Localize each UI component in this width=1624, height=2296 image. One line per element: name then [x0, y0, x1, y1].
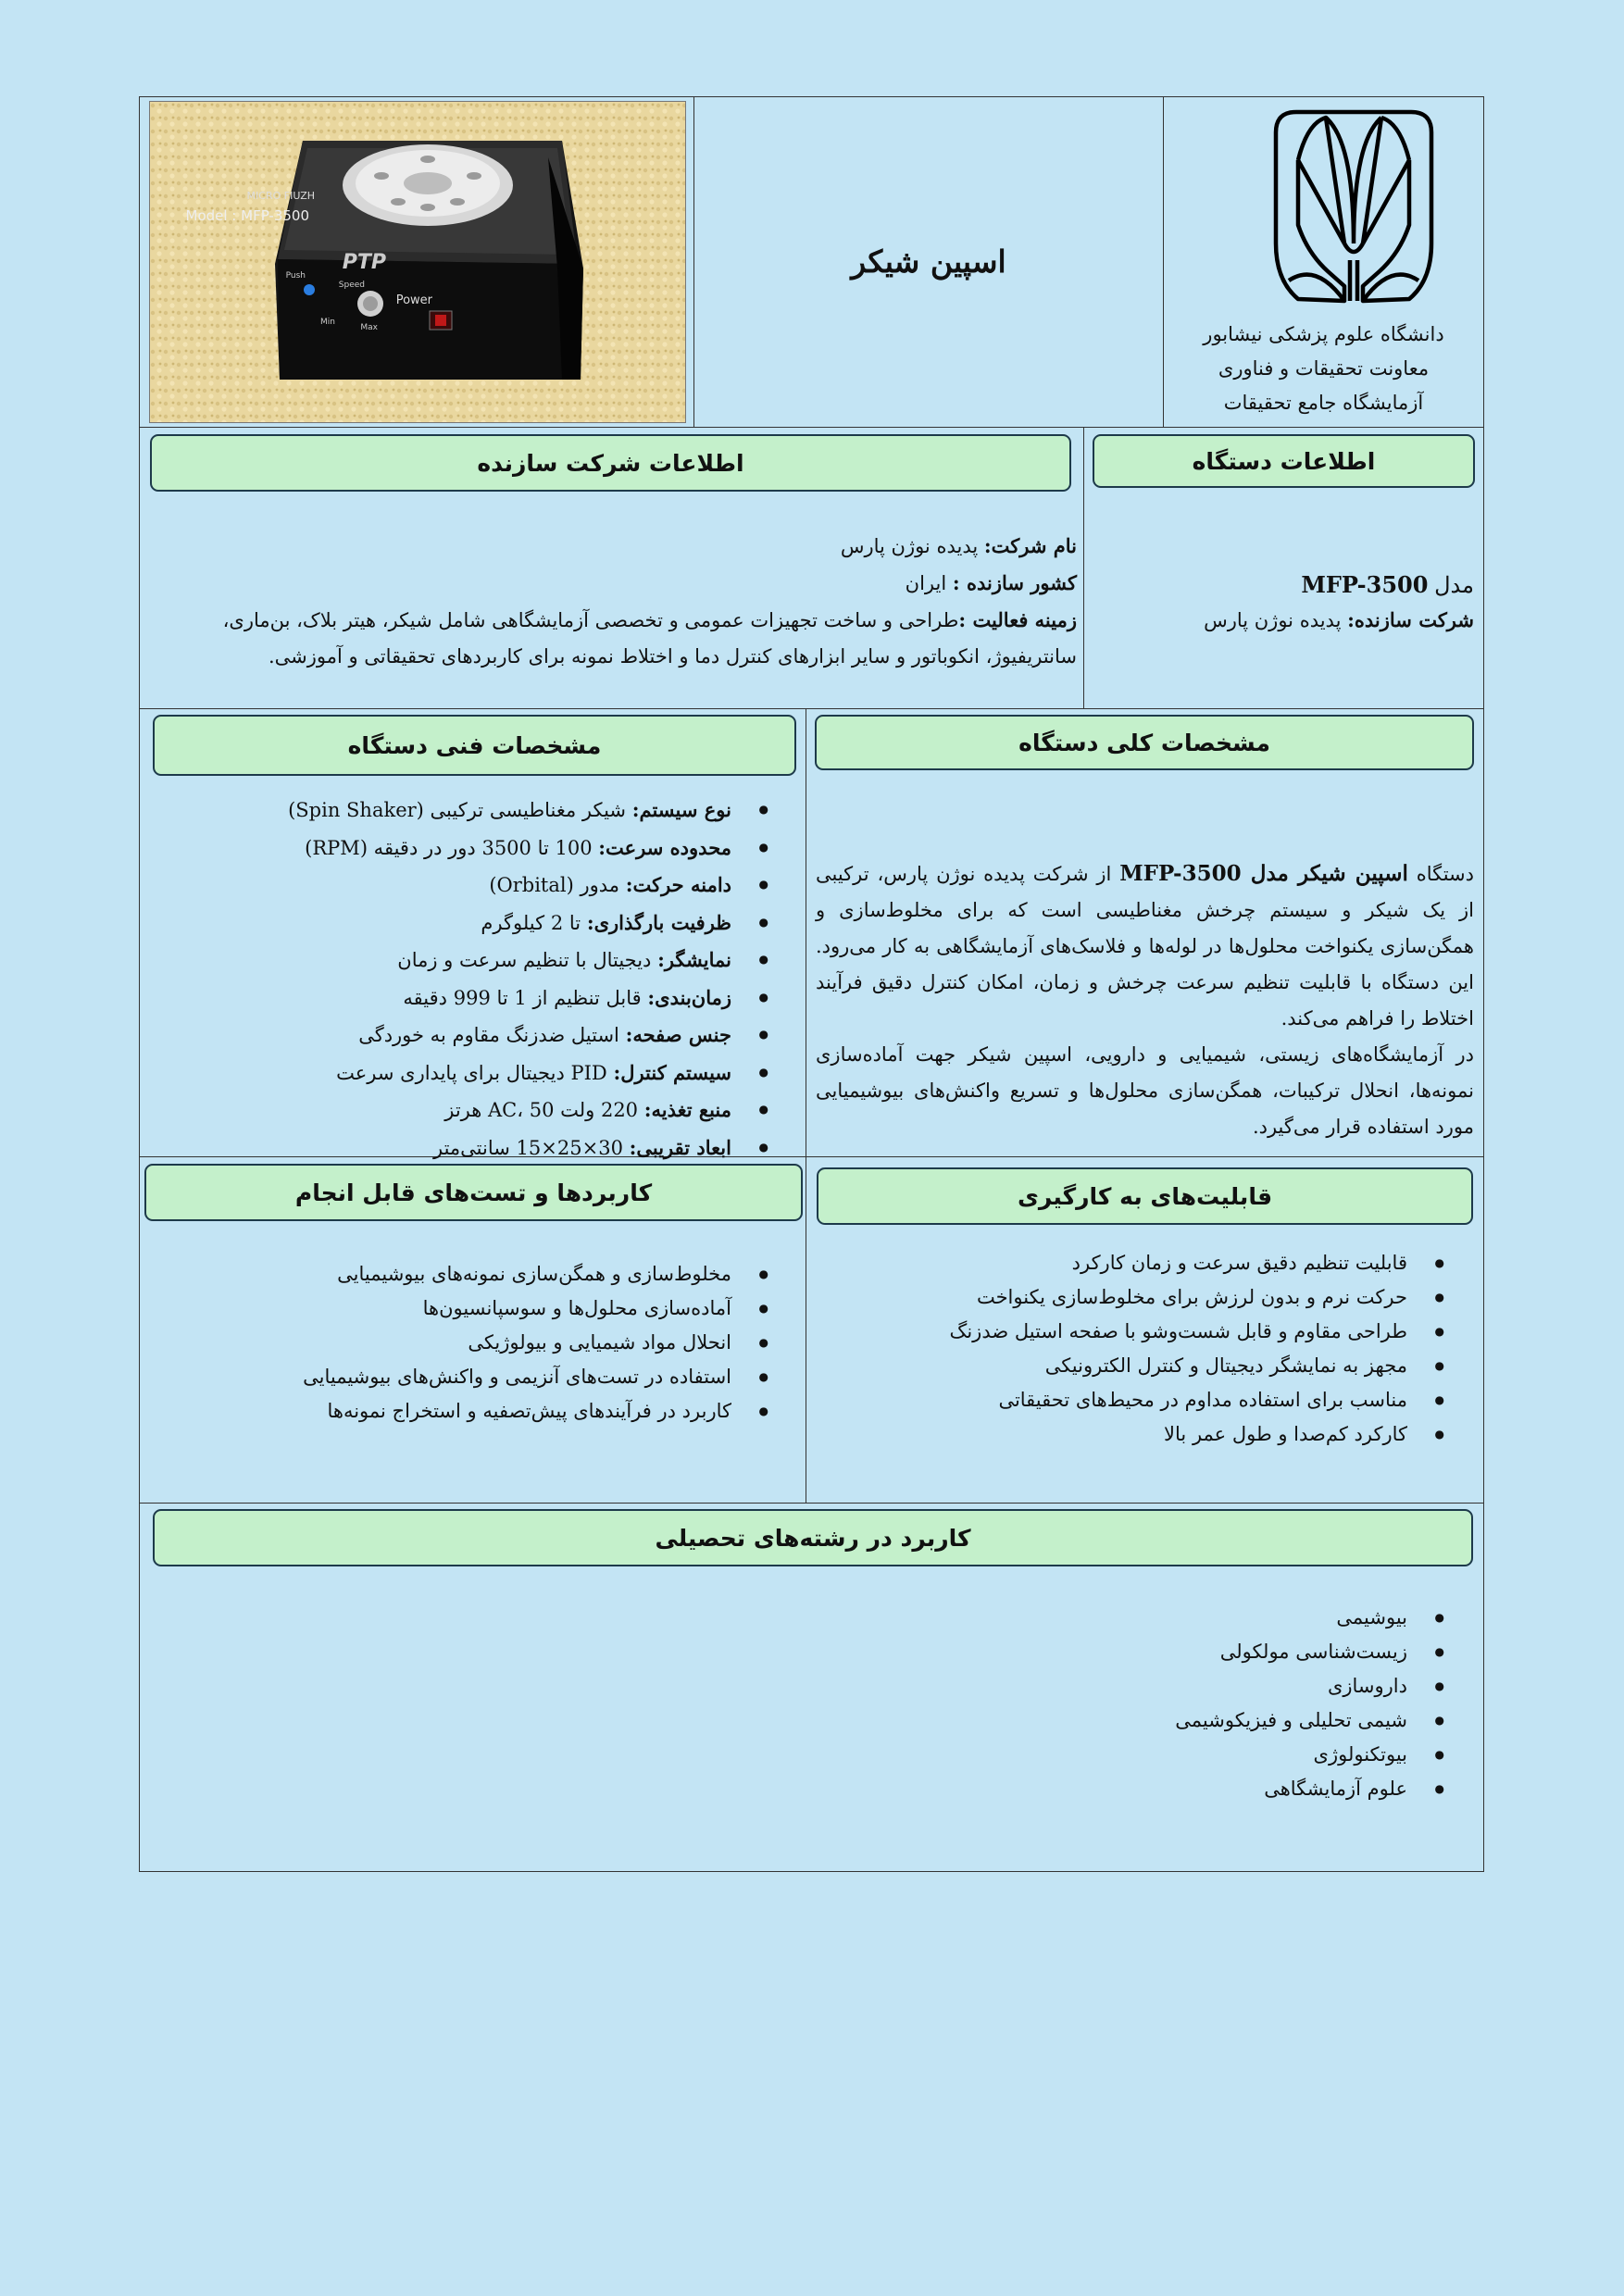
tech-spec-label: محدوده سرعت:	[598, 835, 731, 859]
capability-item: ● حرکت نرم و بدون لرزش برای مخلوط‌سازی یکنواخت	[950, 1280, 1461, 1315]
tech-spec-label: جنس صفحه:	[625, 1023, 731, 1046]
device-min-label: Min	[320, 318, 335, 327]
tech-specs-list	[288, 792, 785, 1167]
field-item: ● بیوشیمی	[1175, 1601, 1461, 1635]
deputy-name: معاونت تحقیقات و فناوری	[1218, 357, 1430, 380]
field-item: ● زیست‌شناسی مولکولی	[1175, 1635, 1461, 1669]
device-power-label: Power	[395, 293, 432, 307]
company-field-label: زمینه فعالیت :	[958, 608, 1077, 631]
applications-list	[303, 1257, 785, 1429]
device-maker-line	[1204, 602, 1474, 639]
general-specs-text	[816, 855, 1474, 1145]
tech-spec-item	[288, 830, 785, 867]
company-info-text	[153, 528, 1077, 675]
tech-spec-label: نوع سیستم:	[631, 798, 731, 821]
application-item: ● مخلوط‌سازی و همگن‌سازی نمونه‌های بیوشیمیایی	[303, 1257, 785, 1292]
general-p1-model: اسپین شیکر مدل MFP-3500	[1119, 861, 1408, 886]
company-country-label: کشور سازنده :	[952, 571, 1077, 594]
usage-row	[140, 1157, 1483, 1504]
tech-spec-value: تا 2 کیلوگرم	[481, 911, 581, 934]
company-name-value: پدیده نوژن پارس	[840, 535, 979, 557]
fields-row	[140, 1504, 1483, 1873]
university-block	[1163, 97, 1483, 427]
device-photo	[149, 101, 686, 423]
photo-block	[140, 97, 695, 427]
capabilities-list	[950, 1246, 1461, 1452]
general-p1-rest: از شرکت پدیده نوژن پارس، ترکیبی از یک شیکر و سیستم چرخش مغناطیسی است که برای مخلوط‌سازی و همگن‌سازی یکنواخت محلول‌ها در لوله‌ها و فلاسک‌های آزمایشگاهی به کار می‌رود. این دستگاه با قابلیت تنظیم سرعت چرخش و زمان، امکان کنترل دقیق فرآیند اختلاط را فراهم می‌کند.	[816, 863, 1474, 1029]
applications-block	[140, 1157, 807, 1503]
university-logo-icon	[1270, 105, 1437, 316]
fields-list	[1175, 1601, 1461, 1806]
model-label: مدل	[1434, 572, 1474, 598]
tech-spec-item	[288, 1092, 785, 1129]
company-info-heading: اطلاعات شرکت سازنده	[150, 434, 1071, 492]
tech-spec-value: قابل تنظیم از 1 تا 999 دقیقه	[403, 986, 642, 1009]
tech-spec-item	[288, 980, 785, 1017]
tech-spec-label: دامنه حرکت:	[625, 873, 731, 896]
company-field-value: طراحی و ساخت تجهیزات عمومی و تخصصی آزمایشگاهی شامل شیکر، هیتر بلاک، بن‌ماری، سانتریفیوژ، انکوباتور و سایر ابزارهای کنترل دما و اختلاط نمونه برای کاربردهای تحقیقاتی و آموزشی.	[222, 609, 1077, 668]
tech-spec-item	[288, 1054, 785, 1092]
tech-spec-value: PID دیجیتال برای پایداری سرعت	[336, 1061, 607, 1084]
maker-value: پدیده نوژن پارس	[1204, 609, 1342, 631]
tech-spec-label: ظرفیت بارگذاری:	[586, 910, 731, 934]
tech-specs-heading: مشخصات فنی دستگاه	[153, 715, 796, 776]
lab-name: آزمایشگاه جامع تحقیقات	[1223, 392, 1424, 414]
tech-spec-label: سیستم کنترل:	[613, 1060, 731, 1084]
tech-spec-value: شیکر مغناطیسی ترکیبی (Spin Shaker)	[288, 799, 627, 821]
field-item: ● علوم آزمایشگاهی	[1175, 1772, 1461, 1806]
tech-spec-value: مدور (Orbital)	[489, 874, 620, 896]
general-specs-heading: مشخصات کلی دستگاه	[815, 715, 1474, 770]
tech-spec-label: منبع تغذیه:	[643, 1098, 731, 1121]
capability-item: ● طراحی مقاوم و قابل شست‌وشو با صفحه استیل ضدزنگ	[950, 1315, 1461, 1349]
device-push-label: Push	[285, 271, 306, 281]
tech-spec-value: 220 ولت AC، 50 هرتز	[444, 1099, 639, 1121]
general-p2: در آزمایشگاه‌های زیستی، شیمیایی و دارویی، اسپین شیکر جهت آماده‌سازی نمونه‌ها، انحلال ترکیبات، همگن‌سازی محلول‌ها و تسریع واکنش‌های بیوشیمیایی مورد استفاده قرار می‌گیرد.	[816, 1043, 1474, 1138]
company-info-block	[140, 428, 1085, 708]
capabilities-heading: قابلیت‌های به کارگیری	[817, 1167, 1473, 1225]
title-block	[693, 97, 1163, 427]
general-specs-block	[806, 709, 1483, 1156]
tech-spec-value: 100 تا 3500 دور در دقیقه (RPM)	[305, 836, 593, 859]
page-title: اسپین شیکر	[851, 243, 1006, 280]
application-item: ● کاربرد در فرآیندهای پیش‌تصفیه و استخراج نمونه‌ها	[303, 1394, 785, 1429]
application-item: ● استفاده در تست‌های آنزیمی و واکنش‌های بیوشیمیایی	[303, 1360, 785, 1394]
device-info-block	[1083, 428, 1483, 708]
model-value: MFP-3500	[1301, 571, 1429, 598]
company-name-label: نام شرکت:	[983, 534, 1077, 557]
capability-item: ● مجهز به نمایشگر دیجیتال و کنترل الکترونیکی	[950, 1349, 1461, 1383]
fields-heading: کاربرد در رشته‌های تحصیلی	[153, 1509, 1473, 1566]
company-country-value: ایران	[905, 572, 947, 594]
capability-item: ● مناسب برای استفاده مداوم در محیط‌های تحقیقاتی	[950, 1383, 1461, 1417]
tech-spec-item	[288, 1017, 785, 1054]
capabilities-block	[806, 1157, 1483, 1503]
capability-item: ● قابلیت تنظیم دقیق سرعت و زمان کارکرد	[950, 1246, 1461, 1280]
device-max-label: Max	[360, 323, 378, 332]
svg-text:PTP: PTP	[342, 251, 386, 274]
device-info-heading: اطلاعات دستگاه	[1093, 434, 1475, 488]
tech-spec-value: 30×25×15 سانتی‌متر	[432, 1136, 623, 1159]
device-brand-text: MICRO FIUZH	[246, 190, 315, 202]
capability-item: ● کارکرد کم‌صدا و طول عمر بالا	[950, 1417, 1461, 1452]
header-row	[140, 97, 1483, 428]
tech-spec-value: استیل ضدزنگ مقاوم به خوردگی	[358, 1024, 619, 1046]
datasheet	[139, 96, 1484, 1872]
application-item: ● آماده‌سازی محلول‌ها و سوسپانسیون‌ها	[303, 1292, 785, 1326]
maker-label: شرکت سازنده:	[1347, 608, 1474, 631]
field-item: ● بیوتکنولوژی	[1175, 1738, 1461, 1772]
tech-spec-value: دیجیتال با تنظیم سرعت و زمان	[397, 949, 652, 971]
fields-block	[140, 1504, 1483, 1873]
tech-spec-item	[288, 867, 785, 905]
tech-spec-item	[288, 792, 785, 830]
application-item: ● انحلال مواد شیمیایی و بیولوژیکی	[303, 1326, 785, 1360]
field-item: ● داروسازی	[1175, 1669, 1461, 1703]
tech-spec-item	[288, 942, 785, 980]
device-model-text: Model : MFP-3500	[185, 207, 309, 224]
specs-row	[140, 709, 1483, 1157]
tech-spec-label: ابعاد تقریبی:	[629, 1135, 731, 1159]
university-name: دانشگاه علوم پزشکی نیشابور	[1203, 323, 1444, 345]
device-speed-label: Speed	[338, 281, 365, 290]
tech-spec-label: نمایشگر:	[657, 948, 731, 971]
university-lines	[1164, 318, 1483, 420]
field-item: ● شیمی تحلیلی و فیزیکوشیمی	[1175, 1703, 1461, 1738]
info-row	[140, 428, 1483, 709]
tech-specs-block	[140, 709, 807, 1159]
device-model-line	[1301, 567, 1474, 605]
applications-heading: کاربردها و تست‌های قابل انجام	[144, 1164, 803, 1221]
tech-spec-item	[288, 905, 785, 942]
tech-spec-label: زمان‌بندی:	[647, 985, 731, 1009]
general-p1-start: دستگاه	[1407, 863, 1474, 885]
